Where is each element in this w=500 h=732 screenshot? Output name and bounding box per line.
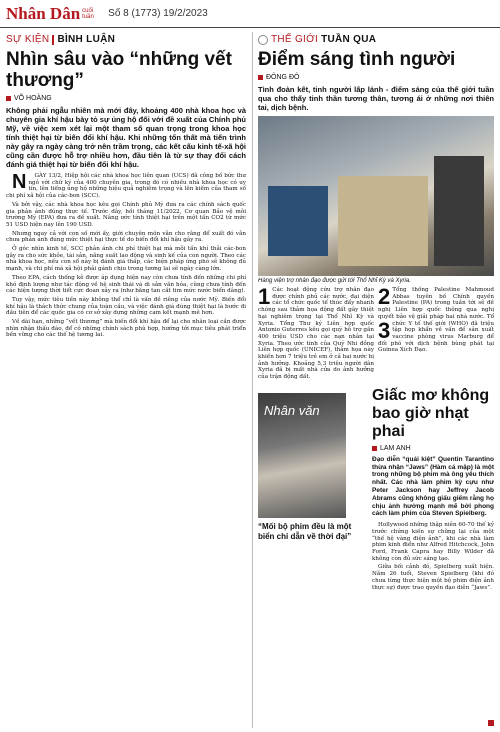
feature-side	[258, 387, 366, 593]
issue-info: Số 8 (1773) 19/2/2023	[108, 8, 208, 19]
news-column	[258, 284, 374, 381]
byline-marker-icon	[372, 446, 377, 451]
paragraph: GÀY 13/2, Hiệp hội các nhà khoa học liên quan (UCS) đã công bố bức thư ngỏ với chữ ký của 400 chuyên gia, trong đó có nhiều nhà khoa học có uy tín, lên tiếng ủng hộ những hiệu quả nghiêm trọng và lên kiếm của tham số chi phí xã hội của các-bon (SCC).	[6, 173, 246, 200]
kicker-part-b: BÌNH LUẬN	[57, 34, 116, 45]
masthead-subtitle: cuối tuần	[82, 7, 94, 20]
paragraph: Theo ước tính của Quỹ Nhi đồng Liên hợp quốc (UNICEF), thảm họa này khiến hơn 7 triệu trẻ em ở cả hai nước bị ảnh hưởng. Khoảng 5,3 triệu người dân Xyria đã bị mất nhà cửa do ảnh hưởng của trận động đất.	[258, 340, 374, 381]
feature-body	[372, 522, 494, 591]
pull-quote: “Mối bộ phim đều là một biển chỉ dẫn về thời đại”	[258, 521, 352, 541]
globe-icon	[258, 35, 268, 45]
paragraph: Theo EPA, cách thống kê được áp dụng hiện nay còn chưa tính đến những chi phí khó định lượng như tác động về hệ sinh thái và di sản văn hóa, cũng chưa tính đến các hiện tượng thời tiết cực đoan xảy ra (như băng tan cắt tim mức nước biển dâng).	[6, 274, 246, 295]
author: ĐÔNG ĐÔ	[266, 74, 300, 81]
news-columns	[258, 284, 495, 381]
feature-lede: Đạo diễn “quái kiệt” Quentin Tarantino thừa nhận “Jaws” (Hàm cá mập) là một trong những bộ phim mà ông yêu thích nhất. Các nhà làm phim kỳ cựu như Peter Jackson hay Jeffrey Jacob Abrams cũng không giấu giếm rằng họ chịu ảnh hưởng mạnh mẽ bởi phong cách làm phim của Steven Spielberg.	[372, 455, 494, 518]
paragraph: Các hoạt động cứu trợ nhân đạo được chính phủ các nước, đại diện các tổ chức quốc tế thúc đẩy nhanh chóng sau thảm họa động đất gây thiệt hại nghiêm trọng tại Thổ Nhĩ Kỳ và Xyria. Tổng Thư ký Liên hợp quốc Antonio Guterres kêu gọi quỹ hỗ trợ gần 400 triệu USD cho các nạn nhân tại Xyria.	[258, 287, 374, 347]
paragraph: Hollywood những thập niên 60-70 thế kỷ trước chứng kiến sự chững lại của một “thế hệ vàng điện ảnh”, khi các nhà làm phim kinh điển như Alfred Hitchcock, John Ford, Frank Capra hay Billy Wilder đã không còn đủ sức sáng tạo.	[372, 522, 494, 562]
byline	[6, 95, 246, 102]
byline-marker-icon	[6, 96, 11, 101]
photo-shape	[268, 186, 328, 256]
photo-shape	[434, 156, 484, 266]
left-article	[6, 34, 246, 341]
byline	[258, 74, 494, 81]
item-number: 3	[378, 317, 391, 343]
paragraph: Tổng thống Palestine Mahmoud Abbas tuyên bố Chính quyền Palestine (PA) trong tuần tới sẽ đề nghị Liên hợp quốc thông qua nghị quyết bảo vệ giải pháp hai nhà nước.	[378, 287, 494, 320]
aid-photo	[258, 116, 494, 276]
article-headline: Điểm sáng tình người	[258, 49, 456, 70]
kicker-part-b: TUẦN QUA	[321, 34, 377, 45]
masthead	[0, 0, 500, 28]
right-article	[258, 34, 494, 593]
section-kicker	[6, 34, 246, 45]
photo-caption: Hàng viện trợ nhân đạo được gửi tới Thổ Nhĩ Kỳ và Xyria.	[258, 278, 411, 284]
paragraph: Giữa bối cảnh đó, Spielberg xuất hiện. Năm 26 tuổi, Steven Spielberg (khi đó chưa từng thực hiện một bộ phim điện ảnh thực sự) được trao quyền đạo diễn “Jaws”.	[372, 564, 494, 591]
feature-main	[372, 387, 494, 593]
paragraph: Ở góc nhìn kinh tế, SCC phản ánh chi phí thiệt hại mà mỗi tấn khí thải các-bon gây ra cho sức khỏe, tài sản, năng suất lao động và sinh kế của con người. Theo các nhà khoa học, nếu con số này bị đánh giá thấp, các biện pháp ứng phó sẽ không đủ mạnh, và chi phí mà xã hội phải gánh chịu trong tương lai sẽ ngày càng lớn.	[6, 246, 246, 273]
end-mark-icon	[488, 720, 494, 726]
kicker-part-a: THẾ GIỚI	[271, 34, 319, 45]
byline	[372, 445, 494, 452]
byline-marker-icon	[258, 75, 263, 80]
section-badge: Nhân văn	[264, 402, 320, 418]
masthead-title: Nhân Dân	[6, 3, 81, 23]
article-lede: Tình đoàn kết, tinh người lấp lánh - điểm sáng của thế giới tuần qua cho thấy tinh thần tương thân, tương ái ở những nơi thiên tai, dịch bệnh.	[258, 85, 494, 112]
item-number: 1	[258, 284, 271, 309]
section-kicker	[258, 34, 494, 45]
drop-cap: N	[12, 171, 27, 193]
feature-section	[258, 387, 494, 593]
column-divider	[252, 32, 253, 728]
article-headline: Nhìn sâu vào “những vết thương”	[6, 49, 232, 91]
photo-shape	[338, 176, 428, 266]
portrait-photo	[258, 393, 346, 518]
article-lede: Không phải ngẫu nhiên mà mới đây, khoảng 400 nhà khoa học và chuyên gia khí hậu bày tỏ sự ủng hộ đối với đề xuất của Chính phủ Mỹ, về việc xem xét lại một tham số quan trọng trong khoa học tính thiệt hại từ biến đổi khí hậu. Khi những tổn thất mà tiến trình này gây ra ngày càng trở nên trầm trọng, các kết cấu kinh tế-xã hội cũng cần được hỗ trợ nhiều hơn, đầu tiên là từ sự thay đổi cách đánh giá thiệt hại từ biến đổi khí hậu.	[6, 106, 246, 169]
item-number: 2	[378, 284, 391, 309]
news-column	[378, 284, 495, 381]
kicker-divider-icon	[52, 35, 54, 45]
paragraph: Tổ chức Y tế thế giới (WHO) đã triệu tập họp khẩn về vấn đề sản xuất vaccine phòng virus Marburg để đối phó với dịch bệnh bùng phát tại Guinea Xích Đạo.	[378, 313, 495, 354]
paragraph: Nhưng ngay cả với con số mới ấy, giới chuyên môn vẫn cho rằng để xuất đó vẫn chưa phản ánh đúng mức thiệt hại thực tế do biến đổi khí hậu gây ra.	[6, 230, 246, 244]
article-body	[6, 173, 246, 339]
paragraph: Và bởi vậy, các nhà khoa học kêu gọi Chính phủ Mỹ đưa ra các chính sách quốc gia phản ánh đúng thực tế. Trước đây, hồi tháng 11/2022, Cơ quan Bảo vệ môi trường Mỹ (EPA) đưa ra đề xuất. Nâng ước tính thiệt hại trên một tấn CO2 từ mức 51 USD hiện nay lên 190 USD.	[6, 201, 246, 228]
paragraph: Tuy vậy, mức tiêu tiền này không thể chỉ là vấn đề riêng của nước Mỹ. Biến đổi khí hậu là thách thức chung của toàn cầu, và việc đánh giá đúng thiệt hại là bước đi đầu tiên để các quốc gia có cơ sở xây dựng những cam kết mạnh mẽ hơn.	[6, 296, 246, 317]
author: VÕ HOÀNG	[14, 95, 52, 102]
author: LAM ANH	[380, 444, 411, 452]
kicker-part-a: SỰ KIỆN	[6, 34, 50, 45]
paragraph: Về dài hạn, những “vết thương” mà biến đổi khí hậu để lại cho nhân loại cần được nhìn nhận thấu đáo, để có những chính sách phù hợp, hướng tới mục tiêu phát triển bền vững cho các thế hệ tương lai.	[6, 319, 246, 339]
feature-headline: Giấc mơ không bao giờ nhạt phai	[372, 386, 490, 440]
